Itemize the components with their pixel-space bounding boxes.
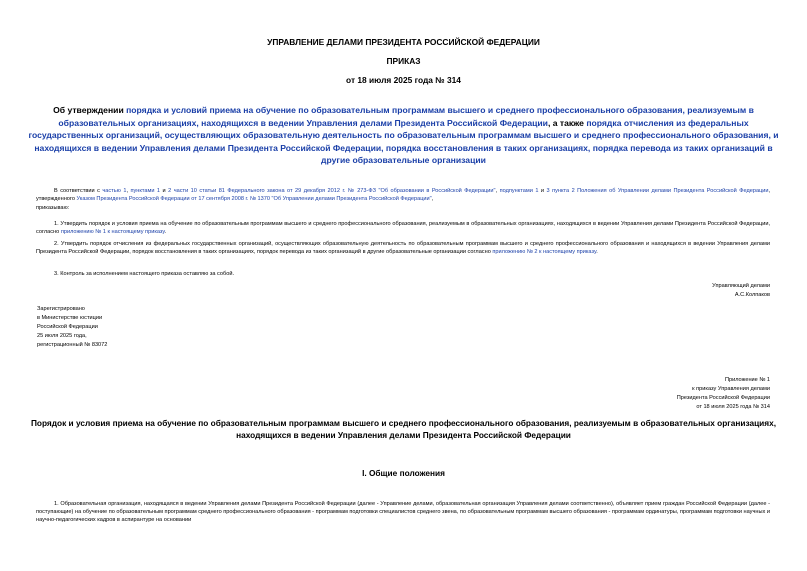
annex-line: от 18 июля 2025 года № 314: [696, 404, 770, 410]
annex-title: Порядок и условия приема на обучение по образовательным программам высшего и среднего профессионального образования, реализуемым в образовательных организациях, находящихся в ведении Управления делами Президента Российской Федерации: [30, 418, 777, 440]
link-subpoints-1[interactable]: подпунктами 1: [499, 188, 539, 194]
title-link-expulsion-rules[interactable]: порядка отчисления из федеральных государственных организаций, осуществляющих образовательную деятельность по образовательным программам высшего и среднего профессионального образования, и находящихся в ведении Управления делами Президента Российской Федерации, порядка восстановления в таких организациях, порядка перевода из таких организаций в другие образовательные организации: [28, 117, 779, 165]
issuing-authority: УПРАВЛЕНИЕ ДЕЛАМИ ПРЕЗИДЕНТА РОССИЙСКОЙ ФЕДЕРАЦИИ: [267, 37, 540, 47]
preamble-text: ,: [431, 196, 434, 203]
signer-name: А.С.Колпаков: [734, 292, 770, 298]
link-federal-law-273[interactable]: 2 части 10 статьи 81 Федерального закона от 29 декабря 2012 г. № 273-ФЗ "Об образовании в Российской Федерации": [168, 188, 496, 194]
signer-position: Управляющий делами: [712, 283, 770, 289]
registration-line: в Министерстве юстиции: [37, 315, 103, 321]
section-heading: I. Общие положения: [362, 468, 445, 478]
registration-block: [37, 305, 107, 350]
preamble-text: и: [538, 188, 547, 194]
registration-line: Российской Федерации: [37, 324, 98, 330]
annex-line: Президента Российской Федерации: [676, 395, 770, 401]
link-points-1[interactable]: пунктами 1: [130, 188, 161, 194]
link-annex-2[interactable]: приложению № 2 к настоящему приказу: [492, 249, 597, 256]
preamble: [36, 187, 770, 203]
preamble-text: ,: [495, 188, 500, 194]
registration-line: регистрационный № 83072: [37, 342, 108, 348]
preamble-text: и: [160, 188, 169, 194]
item-1-text: 1. Утвердить порядок и условия приема на обучение по образовательным программам высшего и среднего профессионального образования, реализуемым в образовательных организациях, находящихся в ведении Управления делами Президента Российской Федерации, согласно: [36, 221, 770, 236]
preamble-text: ,: [126, 188, 131, 194]
link-annex-1[interactable]: приложению № 1 к настоящему приказу: [60, 229, 165, 236]
section-paragraph-1: 1. Образовательная организация, находящаяся в ведении Управления делами Президента Российской Федерации (далее - Управление делами, образовательная организация Управления делами соответственно), объявляет прием граждан Российской Федерации (далее - поступающие) на обучение по образовательным программам среднего профессионального образования - программам подготовки специалистов среднего звена, по образовательным программам высшего образования - программам ординатуры, программам подготовки научных и научно-педагогических кадров в аспирантуре на основании: [36, 501, 770, 524]
link-regulation-point-2[interactable]: 3 пункта 2 Положения об Управлении делами Президента Российской Федерации: [546, 188, 769, 194]
order-item-2: [36, 240, 770, 256]
preamble-text: , утвержденного: [36, 188, 771, 203]
annex-header: [677, 376, 770, 412]
annex-line: к приказу Управления делами: [692, 386, 770, 392]
order-title: [28, 104, 779, 167]
order-word: приказываю:: [36, 205, 70, 211]
document-type: ПРИКАЗ: [386, 56, 421, 66]
signature-block: [712, 282, 770, 300]
title-text-2: , а также: [547, 117, 587, 128]
preamble-text: В соответствии с: [54, 188, 103, 194]
order-item-3: 3. Контроль за исполнением настоящего приказа оставляю за собой.: [54, 271, 235, 277]
item-2-text: 2. Утвердить порядок отчисления из федеральных государственных организаций, осуществляющих образовательную деятельность по образовательным программам высшего и среднего профессионального образования и находящихся в ведении Управления делами Президента Российской Федерации, порядок восстановления в таких организациях, порядок перевода из таких организаций в другие образовательные организации согласно: [36, 241, 770, 256]
document-date-number: от 18 июля 2025 года № 314: [346, 75, 461, 85]
title-link-admission-rules[interactable]: порядка и условий приема на обучение по образовательным программам высшего и среднего профессионального образования, реализуемым в образовательных организациях, находящихся в ведении Управления делами Президента Российской Федерации: [58, 105, 754, 128]
item-1-text: .: [164, 229, 167, 236]
order-item-1: [36, 220, 770, 236]
item-2-text: .: [596, 249, 598, 256]
annex-line: Приложение № 1: [724, 377, 770, 383]
registration-line: 25 июля 2025 года,: [37, 333, 87, 339]
link-decree-1370[interactable]: Указом Президента Российской Федерации от 17 сентября 2008 г. № 1370 "Об Управлении делами Президента Российской Федерации": [76, 196, 432, 203]
registration-line: Зарегистрировано: [37, 306, 85, 312]
title-text-1: Об утверждении: [53, 105, 127, 115]
link-part-1[interactable]: частью 1: [102, 188, 127, 194]
